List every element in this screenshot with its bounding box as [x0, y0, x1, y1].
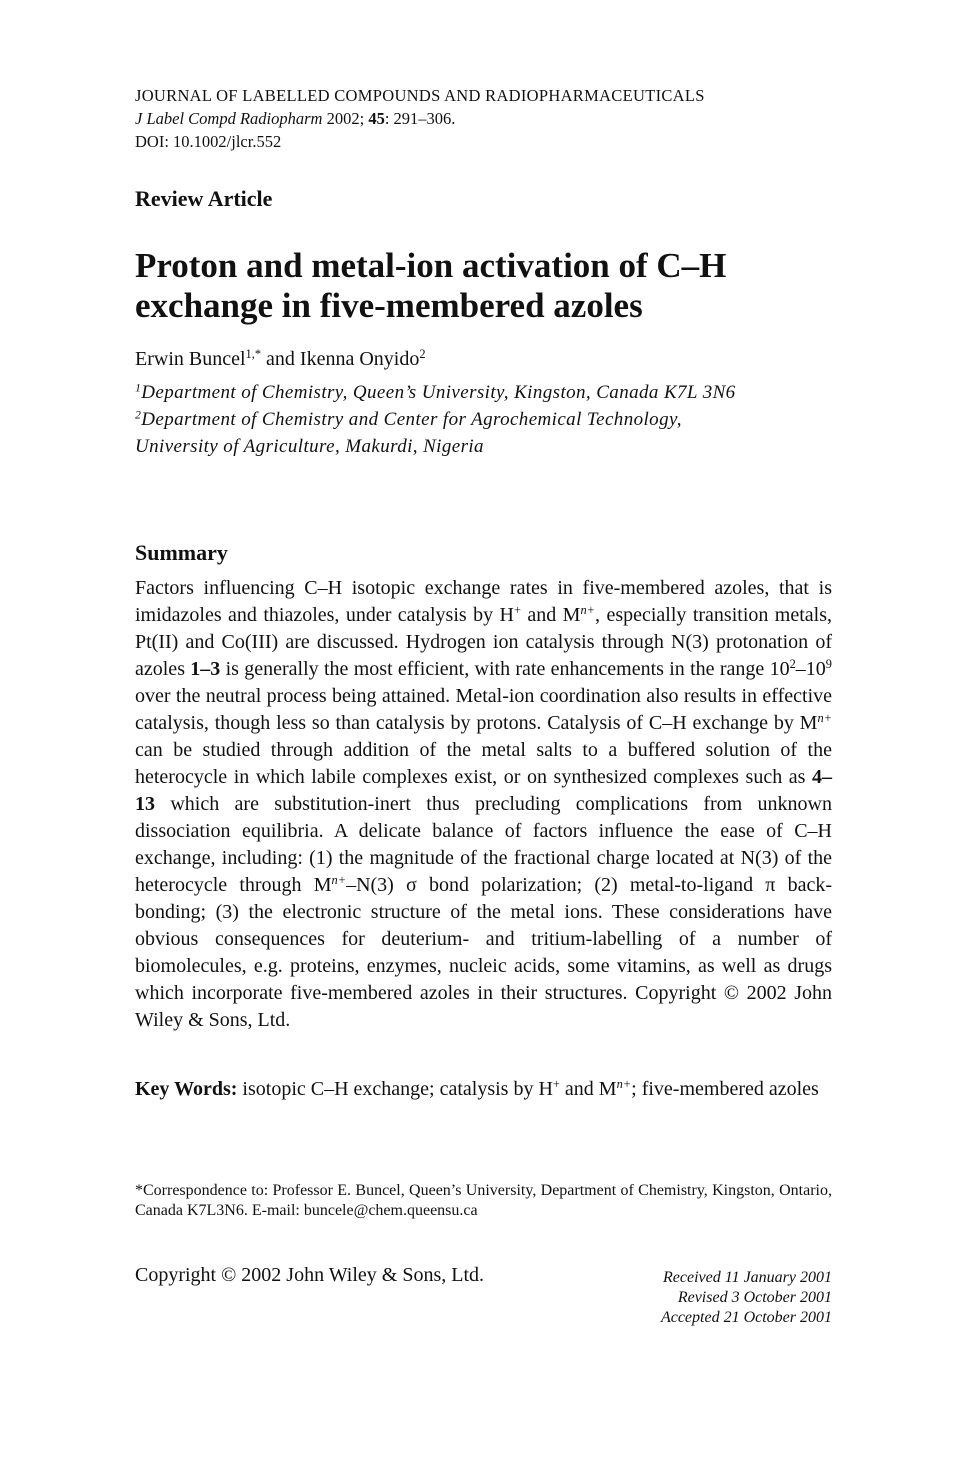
- affiliation-1-text: Department of Chemistry, Queen’s University, Kingston, Canada K7L 3N6: [141, 382, 736, 403]
- summary-part-1: Factors influencing C–H isotopic exchange rates in five-membered azoles, that is imidazoles and thiazoles, under catalysis by H: [135, 577, 832, 626]
- journal-header: [135, 84, 705, 153]
- keywords-part-1: isotopic C–H exchange; catalysis by H: [237, 1078, 553, 1100]
- affiliation-2-text-line-2: University of Agriculture, Makurdi, Nigeria: [135, 436, 484, 457]
- summary-part-3: , especially transition metals, Pt(II) and Co(III) are discussed. Hydrogen ion catalysis through N(3) protonation of azoles: [135, 604, 832, 680]
- keywords: [135, 1076, 832, 1103]
- keywords-heading: Key Words:: [135, 1078, 238, 1100]
- summary-part-4: is generally the most efficient, with rate enhancements in the range 10: [220, 658, 790, 680]
- title-line-2: exchange in five-membered azoles: [135, 286, 643, 325]
- compound-range-1: 1–3: [190, 658, 221, 680]
- summary-part-9: –N(3) σ bond polarization; (2) metal-to-ligand π back-bonding; (3) the electronic structure of the metal ions. These considerations have obvious consequences for deuterium- and tritium-labelling of a number of biomolecules, e.g. proteins, enzymes, nucleic acids, some vitamins, as well as drugs which incorporate five-membered azoles in their structures. Copyright © 2002 John Wiley & Sons, Ltd.: [135, 874, 832, 1031]
- sup-plus: +: [513, 603, 521, 618]
- sup-n-plus: n+: [331, 873, 347, 888]
- summary-part-2: and M: [520, 604, 581, 626]
- affiliation-2-number: 2: [135, 408, 142, 422]
- citation-pages: : 291–306.: [384, 109, 456, 128]
- accepted-date: Accepted 21 October 2001: [660, 1309, 832, 1326]
- article-dates: [661, 1268, 832, 1328]
- article-type: Review Article: [135, 186, 273, 211]
- sup-n-plus: n+: [616, 1077, 632, 1092]
- citation-volume: 45: [368, 109, 385, 128]
- author-2-affiliation-mark: 2: [419, 347, 426, 362]
- received-date: Received 11 January 2001: [663, 1269, 832, 1286]
- summary-part-7: can be studied through addition of the metal salts to a buffered solution of the heterocycle in which labile complexes exist, or on synthesized complexes such as: [135, 739, 832, 788]
- summary-text: [135, 575, 832, 1034]
- citation-year: 2002;: [322, 109, 369, 128]
- summary-part-8: which are substitution-inert thus precluding complications from unknown dissociation equilibria. A delicate balance of factors influence the ease of C–H exchange, including: (1) the magnitude of the fractional charge located at N(3) of the heterocycle through M: [135, 793, 832, 896]
- summary-part-6: over the neutral process being attained. Metal-ion coordination also results in effective catalysis, though less so than catalysis by protons. Catalysis of C–H exchange by M: [135, 685, 832, 734]
- sup-2: 2: [789, 657, 796, 672]
- sup-n-plus: n+: [580, 603, 596, 618]
- summary-part-5: –10: [795, 658, 826, 680]
- revised-date: Revised 3 October 2001: [677, 1289, 832, 1306]
- sup-n-plus: n+: [817, 711, 832, 726]
- author-2: Ikenna Onyido: [299, 348, 420, 370]
- summary-heading: Summary: [135, 540, 228, 565]
- affiliation-2-text-line-1: Department of Chemistry and Center for Agrochemical Technology,: [141, 409, 682, 430]
- sup-9: 9: [825, 657, 832, 672]
- keywords-part-3: ; five-membered azoles: [631, 1078, 819, 1100]
- article-title: [135, 246, 832, 326]
- author-1-affiliation-mark: 1,*: [245, 347, 262, 362]
- affiliation-1: [135, 379, 736, 406]
- sup-plus: +: [552, 1077, 560, 1092]
- keywords-part-2: and M: [559, 1078, 617, 1100]
- affiliation-1-number: 1: [135, 381, 142, 395]
- journal-name: JOURNAL OF LABELLED COMPOUNDS AND RADIOPHARMACEUTICALS: [135, 86, 705, 105]
- affiliation-2: [135, 406, 682, 460]
- title-line-1: Proton and metal-ion activation of C–H: [135, 246, 727, 285]
- journal-doi: DOI: 10.1002/jlcr.552: [135, 132, 282, 151]
- authors-and: and: [261, 348, 300, 370]
- copyright-notice: Copyright © 2002 John Wiley & Sons, Ltd.: [135, 1264, 485, 1286]
- citation-abbrev: J Label Compd Radiopharm: [135, 109, 323, 128]
- compound-range-2: 4–13: [135, 766, 832, 815]
- correspondence-note: *Correspondence to: Professor E. Buncel, Queen’s University, Department of Chemistry, Kingston, Ontario, Canada K7L3N6. E-mail: buncele@chem.queensu.ca: [135, 1182, 832, 1219]
- authors: [135, 348, 426, 371]
- journal-citation: [135, 107, 705, 130]
- author-1: Erwin Buncel: [135, 348, 246, 370]
